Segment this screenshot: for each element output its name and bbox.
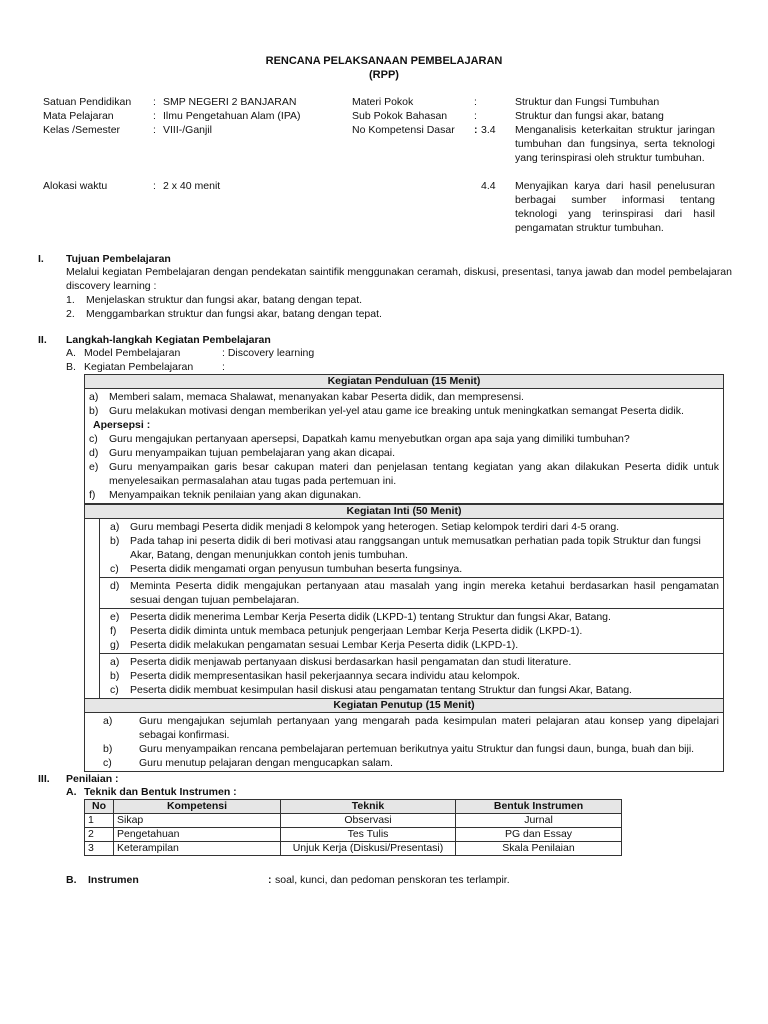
list-item [66,307,732,321]
document-subtitle: (RPP) [369,69,399,81]
identity-colon: : [153,180,156,192]
section-number: III. [38,773,50,785]
list-marker: b) [89,405,99,417]
list-item [103,756,719,770]
subsection-marker: B. [66,361,76,373]
list-marker: f) [89,489,96,501]
table-cell: Tes Tulis [281,828,456,842]
list-item [89,390,719,404]
list-marker: 2. [66,308,75,320]
band-inti: Kegiatan Inti (50 Menit) [85,504,723,519]
list-text: Guru menyampaikan tujuan pembelajaran yang akan dicapai. [109,447,396,459]
list-text: Guru menyampaikan garis besar cakupan materi dan penjelasan tentang kegiatan yang akan dilakukan Peserta didik untuk menyelesaikan permasalahan atau tugas pada pertemuan ini. [109,461,719,487]
identity-colon: : [153,96,156,108]
list-marker: 1. [66,294,75,306]
tujuan-intro: Melalui kegiatan Pembelajaran dengan pendekatan saintifik menggunakan ceramah, diskusi, presentasi, tanya jawab dan model pembelajaran discovery learning : [66,266,732,292]
list-marker: a) [103,715,113,727]
list-text: Menyampaikan teknik penilaian yang akan digunakan. [109,489,362,501]
subsection-marker: A. [66,347,76,359]
penutup-block [85,713,723,771]
table-cell: 1 [85,814,114,828]
section-number: I. [38,253,44,265]
column-header: Bentuk Instrumen [456,800,622,814]
table-cell: Unjuk Kerja (Diskusi/Presentasi) [281,842,456,856]
list-text: Peserta didik mengamati organ penyusun tumbuhan beserta fungsinya. [130,563,463,575]
table-cell: Keterampilan [114,842,281,856]
table-cell: Jurnal [456,814,622,828]
list-text: Pada tahap ini peserta didik di beri motivasi atau ranggsangan untuk memusatkan perhatian pada topik Struktur dan fungsi Akar, Batang, dengan menunjukkan contoh jenis tumbuhan. [130,535,701,561]
table-cell: Observasi [281,814,456,828]
list-text: Peserta didik melakukan pengamatan sesuai Lembar Kerja Peserta didik (LKPD-1). [130,639,519,651]
list-item [110,683,719,697]
list-item [110,520,719,534]
table-cell: Skala Penilaian [456,842,622,856]
identity-colon: : [474,96,477,108]
kd-number-4-4: 4.4 [481,180,496,192]
list-marker: b) [103,743,113,755]
identity-colon: : [153,124,156,136]
inti-block [100,654,723,698]
table-cell: 2 [85,828,114,842]
identity-value-satuan: SMP NEGERI 2 BANJARAN [163,96,297,108]
identity-colon: : [153,110,156,122]
document-title: RENCANA PELAKSANAAN PEMBELAJARAN [265,55,503,67]
list-item [89,488,719,502]
model-value: : Discovery learning [222,347,315,359]
table-header-row [85,800,622,814]
list-text: Guru melakukan motivasi dengan memberikan yel-yel atau game ice breaking untuk meningkatkan semangat Peserta didik. [109,405,684,417]
list-marker: a) [110,656,120,668]
identity-label-mapel: Mata Pelajaran [43,110,114,122]
list-text: Menjelaskan struktur dan fungsi akar, batang dengan tepat. [86,294,363,306]
section-title-penilaian: Penilaian : [66,773,119,785]
inti-column [100,519,723,698]
table-row [85,814,622,828]
list-text: Guru menyampaikan rencana pembelajaran pertemuan berikutnya yaitu Struktur dan fungsi daun, bunga, buah dan biji. [139,743,695,755]
apersepsi-label: Apersepsi : [93,419,151,431]
list-item [110,638,719,652]
kd-number-3-4: 3.4 [481,124,496,136]
identity-label-materi: Materi Pokok [352,96,414,108]
list-text: Peserta didik membuat kesimpulan hasil diskusi atau pengamatan tentang Struktur dan fungsi Akar, Batang. [130,684,632,696]
inti-block [100,519,723,578]
list-text: Memberi salam, memaca Shalawat, menanyakan kabar Peserta didik, dan mempresensi. [109,391,524,403]
identity-colon: : [474,110,477,122]
list-text: Peserta didik diminta untuk membaca petunjuk pengerjaan Lembar Kerja Peserta didik (LKPD-1). [130,625,583,637]
subsection-title-teknik: Teknik dan Bentuk Instrumen : [84,786,237,798]
column-header: No [85,800,114,814]
table-row [85,828,622,842]
instrumen-value: soal, kunci, dan pedoman penskoran tes terlampir. [275,874,510,886]
column-header: Kompetensi [114,800,281,814]
list-marker: c) [110,563,119,575]
list-item [89,404,719,418]
section-title-tujuan: Tujuan Pembelajaran [66,253,171,265]
list-marker: d) [110,580,120,592]
list-item [110,655,719,669]
inti-block [100,609,723,654]
list-item [110,610,719,624]
list-text: Guru mengajukan sejumlah pertanyaan yang mengarah pada kesimpulan materi pelajaran atau konsep yang dipelajari sebagai konfirmasi. [139,715,719,741]
inti-section [85,519,723,699]
kd-text-3-4: Menganalisis keterkaitan struktur jaringan tumbuhan dan fungsinya, serta teknologi yang terinspirasi oleh struktur tumbuhan. [515,124,715,164]
list-marker: f) [110,625,117,637]
table-cell: Pengetahuan [114,828,281,842]
list-item [110,624,719,638]
section-title-langkah: Langkah-langkah Kegiatan Pembelajaran [66,334,271,346]
section-number: II. [38,334,47,346]
table-row [85,842,622,856]
list-marker: d) [89,447,99,459]
subsection-marker: B. [66,874,77,886]
band-penutup: Kegiatan Penutup (15 Menit) [85,699,723,713]
band-pendahuluan: Kegiatan Penduluan (15 Menit) [85,375,723,389]
list-text: Peserta didik menerima Lembar Kerja Peserta didik (LKPD-1) tentang Struktur dan fungsi Akar, Batang. [130,611,611,623]
list-text: Peserta didik menjawab pertanyaan diskusi berdasarkan hasil pengamatan dan studi literature. [130,656,572,668]
list-text: Guru membagi Peserta didik menjadi 8 kelompok yang heterogen. Setiap kelompok terdiri dari 4-5 orang. [130,521,620,533]
identity-value-alokasi: 2 x 40 menit [163,180,221,192]
identity-label-alokasi: Alokasi waktu [43,180,108,192]
list-marker: b) [110,535,120,547]
subsection-title-instrumen: Instrumen [88,874,139,886]
list-marker: e) [110,611,120,623]
inti-block [100,578,723,609]
list-item [110,669,719,683]
list-marker: a) [110,521,120,533]
list-item [89,446,719,460]
list-item [103,714,719,742]
instrumen-colon: : [268,874,272,886]
list-marker: c) [103,757,112,769]
identity-label-subpokok: Sub Pokok Bahasan [352,110,448,122]
list-marker: c) [89,433,98,445]
list-text: Guru menutup pelajaran dengan mengucapkan salam. [139,757,393,769]
identity-colon: : [474,124,478,136]
identity-label-kd: No Kompetensi Dasar [352,124,455,136]
list-item [110,579,719,607]
column-header: Teknik [281,800,456,814]
kegiatan-label: Kegiatan Pembelajaran [84,361,194,373]
list-item [103,742,719,756]
list-item [110,562,719,576]
list-text: Peserta didik mempresentasikan hasil pekerjaannya secara individu atau kelompok. [130,670,520,682]
inti-gutter [85,519,100,698]
list-marker: g) [110,639,120,651]
identity-label-kelas: Kelas /Semester [43,124,121,136]
table-cell: Sikap [114,814,281,828]
list-item [89,432,719,446]
identity-value-kelas: VIII-/Ganjil [163,124,213,136]
list-marker: a) [89,391,99,403]
identity-value-materi: Struktur dan Fungsi Tumbuhan [515,96,660,108]
list-item [89,460,719,488]
identity-value-subpokok: Struktur dan fungsi akar, batang [515,110,664,122]
identity-label-satuan: Satuan Pendidikan [43,96,132,108]
list-text: Menggambarkan struktur dan fungsi akar, batang dengan tepat. [86,308,382,320]
list-text: Meminta Peserta didik mengajukan pertanyaan atau masalah yang ingin mereka ketahui berdasarkan hasil pengamatan sesuai dengan tujuan pembelajaran. [130,580,719,606]
list-item [66,293,732,307]
subsection-marker: A. [66,786,77,798]
pendahuluan-block [85,389,723,504]
table-cell: 3 [85,842,114,856]
list-marker: c) [110,684,119,696]
activities-table [84,374,724,772]
identity-value-mapel: Ilmu Pengetahuan Alam (IPA) [163,110,301,122]
kd-text-4-4: Menyajikan karya dari hasil penelusuran berbagai sumber informasi tentang teknologi yang terinspirasi dari hasil pengamatan struktur tumbuhan. [515,180,715,234]
list-text: Guru mengajukan pertanyaan apersepsi, Dapatkah kamu menyebutkan organ apa saja yang dimiliki tumbuhan? [109,433,630,445]
list-marker: b) [110,670,120,682]
instrument-table [84,799,622,856]
table-cell: PG dan Essay [456,828,622,842]
list-item [110,534,719,562]
kegiatan-colon: : [222,361,225,373]
model-label: Model Pembelajaran [84,347,181,359]
list-marker: e) [89,461,99,473]
